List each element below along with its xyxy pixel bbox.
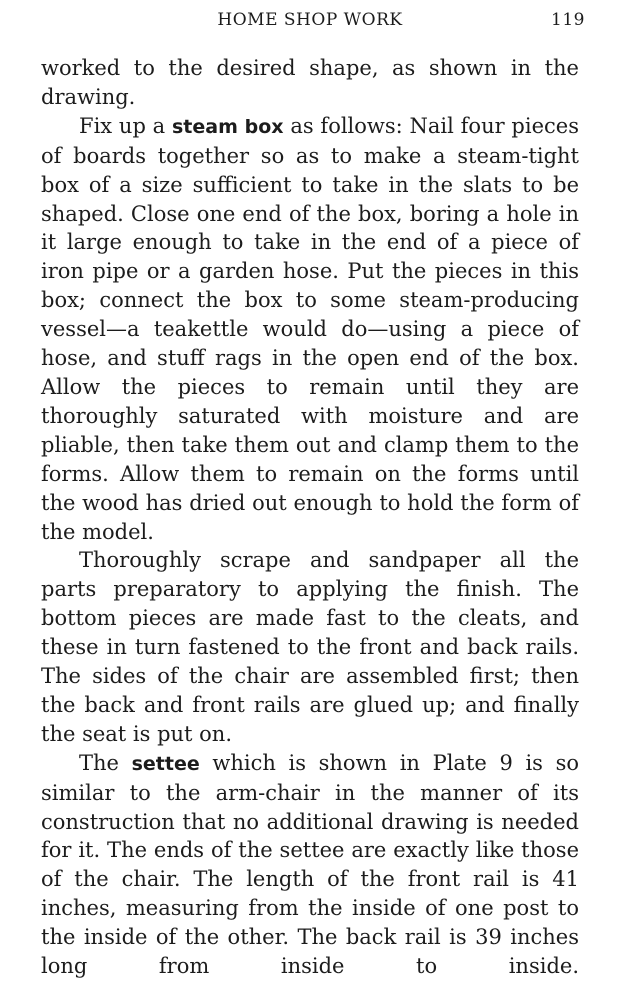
- paragraph-lead: Fix up a: [79, 113, 172, 138]
- running-title: HOME SHOP WORK: [217, 10, 403, 30]
- paragraph-body: which is shown in Plate 9 is so similar to the arm-chair in the manner of its construction that no additional drawing is needed for it. The ends of the settee are exactly like those of the chair. The length of the front rail is 41 inches, measuring from the inside of one post to the inside of the other. The back rail is 39 inches long from inside to inside.: [41, 750, 579, 979]
- paragraph-finishing: [41, 546, 579, 748]
- paragraph-steam-box: [41, 112, 579, 547]
- running-head: [41, 10, 585, 36]
- page-number: 119: [551, 10, 585, 30]
- paragraph-settee: [41, 749, 579, 981]
- body-text: [41, 54, 579, 981]
- paragraph-lead: The: [79, 750, 132, 775]
- paragraph-body: Thoroughly scrape and sandpaper all the parts preparatory to applying the finish. The bottom pieces are made fast to the cleats, and these in turn fastened to the front and back rails. The sides of the chair are assembled first; then the back and front rails are glued up; and finally the seat is put on.: [41, 548, 579, 746]
- term-steam-box: steam box: [172, 115, 284, 138]
- term-settee: settee: [131, 752, 200, 775]
- paragraph-line: worked to the desired shape, as shown in the: [41, 56, 579, 80]
- paragraph-continuation: [41, 54, 579, 112]
- paragraph-body: as follows: Nail four pieces of boards together so as to make a steam-tight box of a size sufficient to take in the slats to be shaped. Close one end of the box, boring a hole in it large enough to take in the end of a piece of iron pipe or a garden hose. Put the pieces in this box; connect the box to some steam-producing vessel—a teakettle would do—using a piece of hose, and stuff rags in the open end of the box. Allow the pieces to remain until they are thoroughly saturated with moisture and are pliable, then take them out and clamp them to the forms. Allow them to remain on the forms until the wood has dried out enough to hold the form of the model.: [41, 113, 579, 544]
- paragraph-line: drawing.: [41, 84, 136, 109]
